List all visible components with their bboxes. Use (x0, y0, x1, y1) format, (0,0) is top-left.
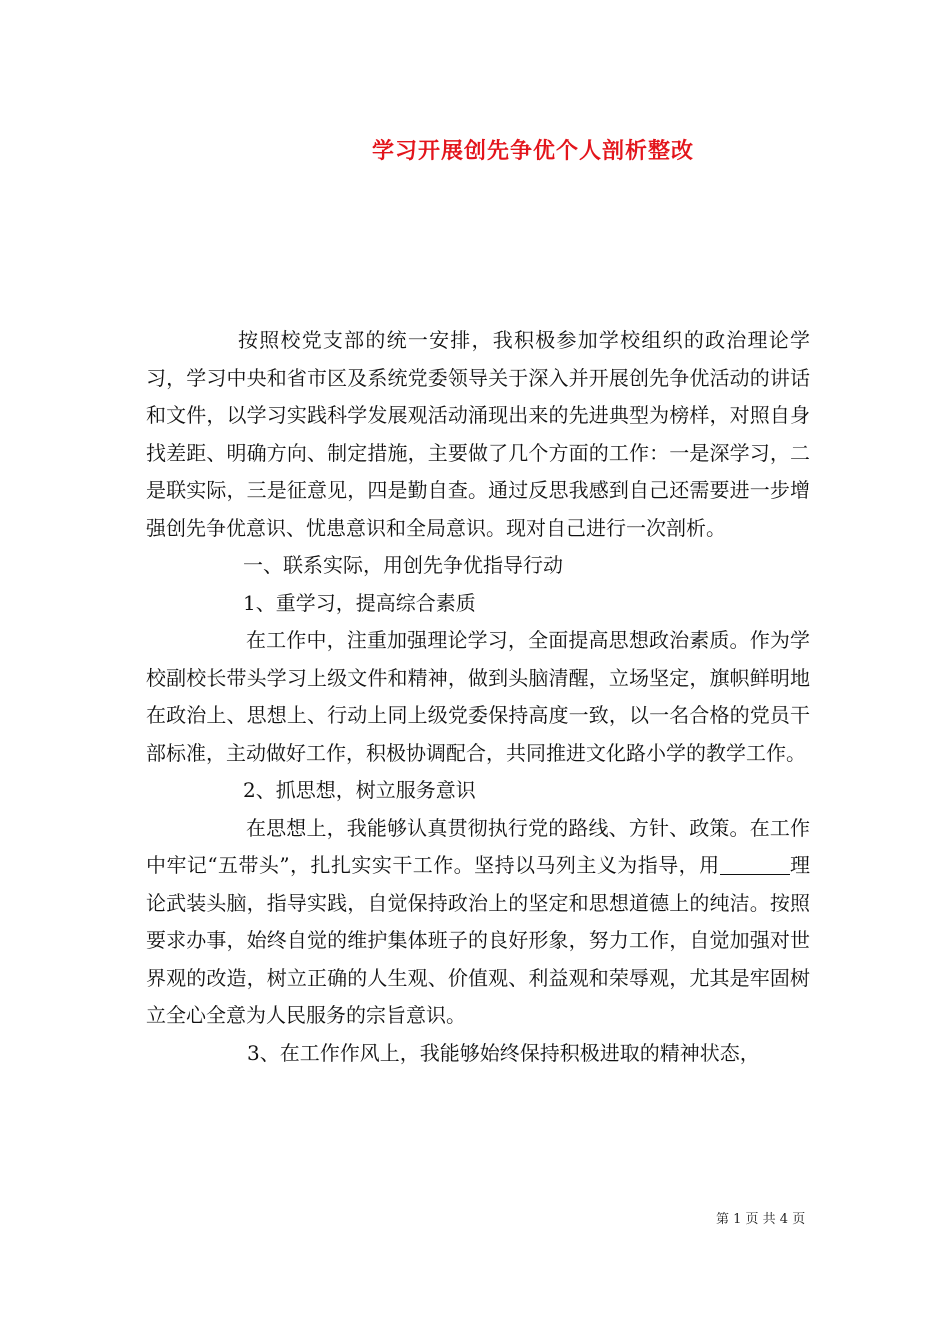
thought-paragraph (146, 810, 810, 1035)
subsection-heading-2: 2、抓思想，树立服务意识 (243, 778, 476, 802)
style-paragraph: 3、在工作作风上，我能够始终保持积极进取的精神状态， (247, 1040, 760, 1065)
page-footer: 第 1 页 共 4 页 (716, 1212, 806, 1227)
thought-paragraph-part-1: 在思想上，我能够认真贯彻执行党的路线、方针、政策。在工作中牢记“五带头”，扎扎实实干工作。坚持以马列主义为指导，用 (146, 815, 810, 877)
study-paragraph: 在工作中，注重加强理论学习，全面提高思想政治素质。作为学校副校长带头学习上级文件和精神，做到头脑清醒，立场坚定，旗帜鲜明地在政治上、思想上、行动上同上级党委保持高度一致，以一名合格的党员干部标准，主动做好工作，积极协调配合，共同推进文化路小学的教学工作。 (146, 628, 810, 765)
subsection-heading-1: 1、重学习，提高综合素质 (243, 590, 476, 615)
document-title: 学习开展创先争优个人剖析整改 (372, 138, 695, 164)
thought-paragraph-part-2: 理论武装头脑，指导实践，自觉保持政治上的坚定和思想道德上的纯洁。按照要求办事，始终自觉的维护集体班子的良好形象，努力工作，自觉加强对世界观的改造，树立正确的人生观、价值观、利益观和荣辱观，尤其是牢固树立全心全意为人民服务的宗旨意识。 (146, 853, 810, 1027)
section-heading-1: 一、联系实际，用创先争优指导行动 (243, 553, 563, 577)
document-body (146, 322, 810, 1072)
intro-paragraph: 按照校党支部的统一安排，我积极参加学校组织的政治理论学习，学习中央和省市区及系统党委领导关于深入并开展创先争优活动的讲话和文件，以学习实践科学发展观活动涌现出来的先进典型为榜样，对照自身找差距、明确方向、制定措施，主要做了几个方面的工作：一是深学习，二是联实际，三是征意见，四是勤自查。通过反思我感到自己还需要进一步增强创先争优意识、忧患意识和全局意识。现对自己进行一次剖析。 (146, 328, 810, 540)
underline-blank (720, 854, 790, 875)
